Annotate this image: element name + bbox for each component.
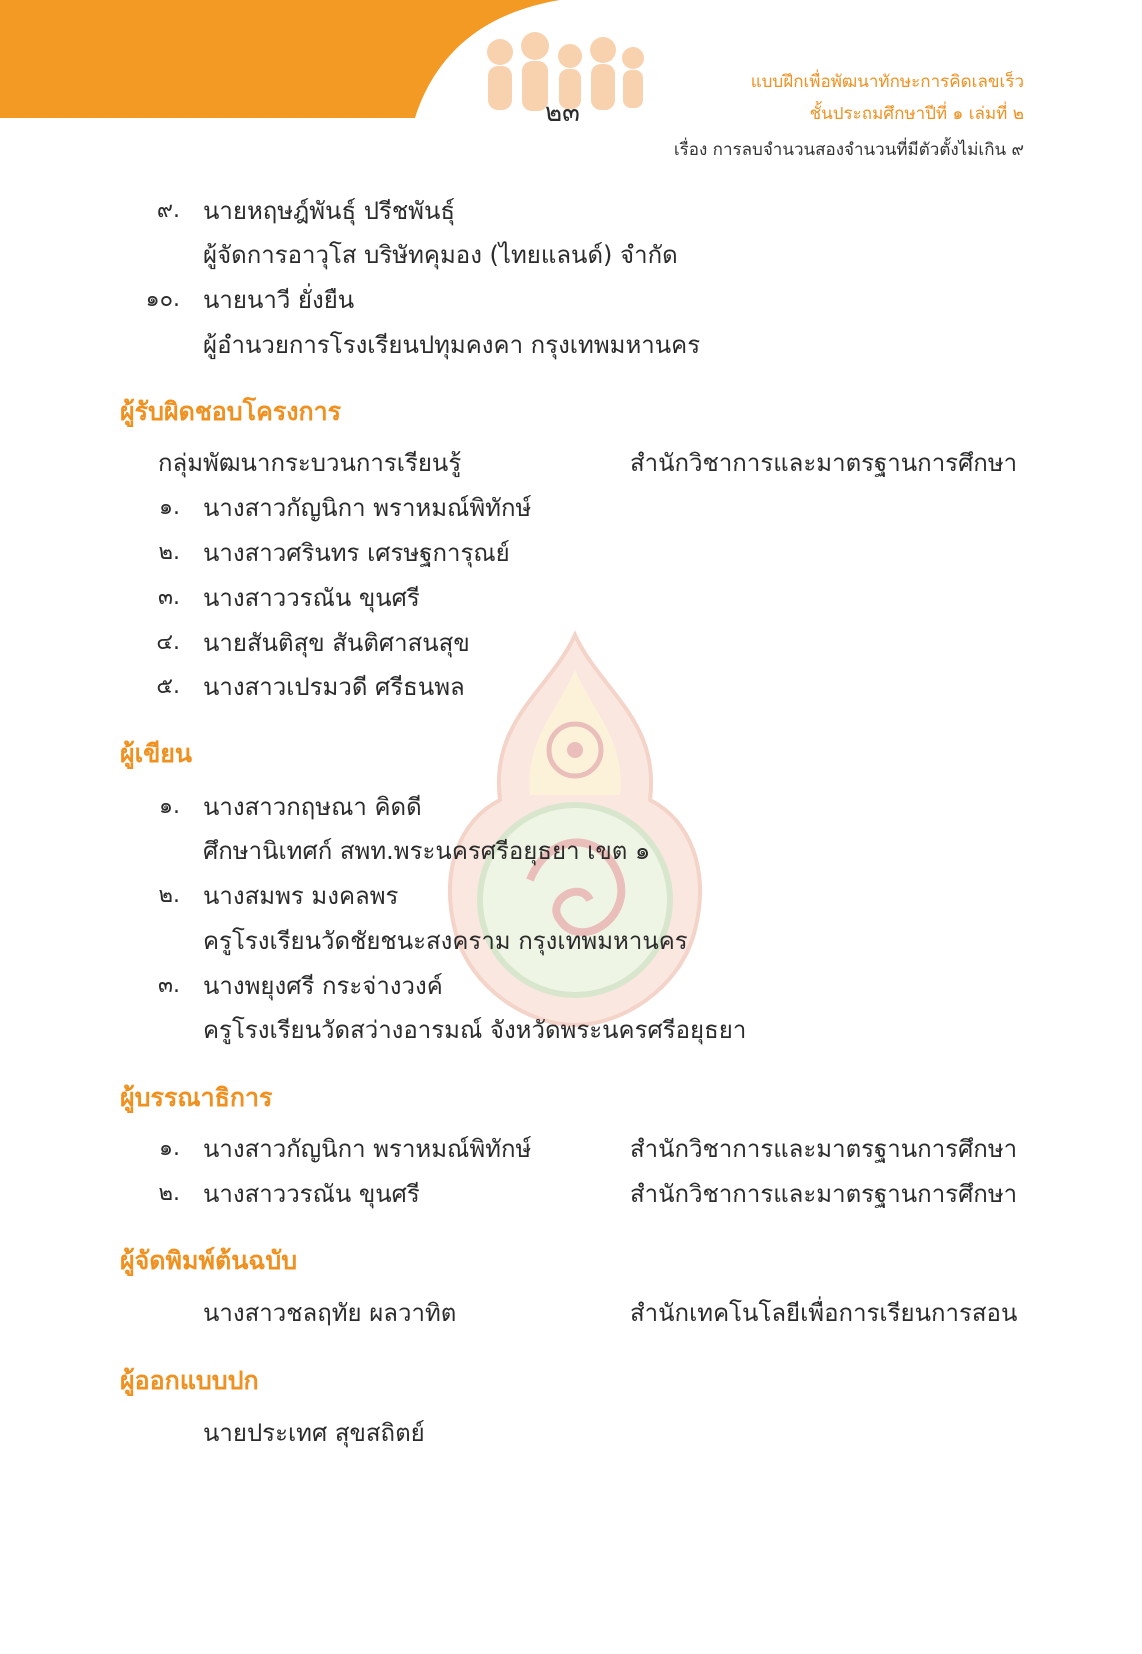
section-title-authors: ผู้เขียน — [120, 739, 193, 768]
person-name: นางสาวเปรมวดี ศรีธนพล — [203, 673, 465, 701]
group-name: กลุ่มพัฒนากระบวนการเรียนรู้ — [158, 449, 462, 477]
person-org: สำนักวิชาการและมาตรฐานการศึกษา — [630, 1135, 1018, 1163]
list-item-number: ๒. — [158, 883, 180, 908]
person-org: สำนักวิชาการและมาตรฐานการศึกษา — [630, 1180, 1018, 1208]
group-org: สำนักวิชาการและมาตรฐานการศึกษา — [630, 449, 1018, 477]
person-detail: ผู้อำนวยการโรงเรียนปทุมคงคา กรุงเทพมหานคร — [203, 331, 701, 359]
list-item-number: ๙. — [156, 198, 180, 223]
person-name: นางพยุงศรี กระจ่างวงค์ — [203, 972, 443, 1000]
page-number: ๒๓ — [545, 98, 580, 128]
person-detail: ครูโรงเรียนวัดสว่างอารมณ์ จังหวัดพระนครศรีอยุธยา — [203, 1016, 747, 1044]
person-name: นางสาวศรินทร เศรษฐการุณย์ — [203, 539, 510, 567]
person-name: นางสมพร มงคลพร — [203, 882, 399, 910]
person-name: นายประเทศ สุขสถิตย์ — [203, 1419, 425, 1447]
person-name: นางสาววรณัน ขุนศรี — [203, 1180, 420, 1208]
list-item-number: ๑. — [159, 1136, 180, 1161]
person-name: นายสันติสุข สันติศาสนสุข — [203, 629, 470, 657]
section-title-cover: ผู้ออกแบบปก — [120, 1366, 259, 1395]
person-detail: ครูโรงเรียนวัดชัยชนะสงคราม กรุงเทพมหานคร — [203, 927, 688, 955]
grade-book: ชั้นประถมศึกษาปีที่ ๑ เล่มที่ ๒ — [809, 104, 1024, 124]
series-title: แบบฝึกเพื่อพัฒนาทักษะการคิดเลขเร็ว — [750, 72, 1024, 92]
person-name: นายหฤษฎ์พันธุ์ ปรีชพันธุ์ — [203, 197, 456, 225]
list-item-number: ๑. — [159, 495, 180, 520]
person-detail: ผู้จัดการอาวุโส บริษัทคุมอง (ไทยแลนด์) จำกัด — [203, 241, 678, 269]
person-detail: ศึกษานิเทศก์ สพท.พระนครศรีอยุธยา เขต ๑ — [203, 837, 651, 865]
person-org: สำนักเทคโนโลยีเพื่อการเรียนการสอน — [630, 1299, 1018, 1327]
person-name: นางสาววรณัน ขุนศรี — [203, 584, 420, 612]
section-title-editors: ผู้บรรณาธิการ — [120, 1083, 273, 1112]
list-item-number: ๒. — [158, 540, 180, 565]
person-name: นางสาวกัญนิกา พราหมณ์พิทักษ์ — [203, 1135, 532, 1163]
person-name: นางสาวชลฤทัย ผลวาทิต — [203, 1299, 457, 1327]
list-item-number: ๑๐. — [145, 287, 180, 312]
list-item-number: ๓. — [157, 585, 180, 610]
person-name: นางสาวกัญนิกา พราหมณ์พิทักษ์ — [203, 494, 532, 522]
list-item-number: ๒. — [158, 1181, 180, 1206]
section-title-responsible: ผู้รับผิดชอบโครงการ — [120, 397, 342, 426]
list-item-number: ๓. — [157, 973, 180, 998]
list-item-number: ๕. — [156, 674, 180, 699]
person-name: นายนาวี ยั่งยืน — [203, 286, 355, 314]
topic-title: เรื่อง การลบจำนวนสองจำนวนที่มีตัวตั้งไม่เกิน ๙ — [673, 140, 1024, 160]
section-title-typist: ผู้จัดพิมพ์ต้นฉบับ — [120, 1246, 298, 1275]
list-item-number: ๔. — [156, 630, 180, 655]
person-name: นางสาวกฤษณา คิดดี — [203, 793, 422, 821]
list-item-number: ๑. — [159, 794, 180, 819]
obec-emblem-watermark — [430, 630, 720, 1030]
